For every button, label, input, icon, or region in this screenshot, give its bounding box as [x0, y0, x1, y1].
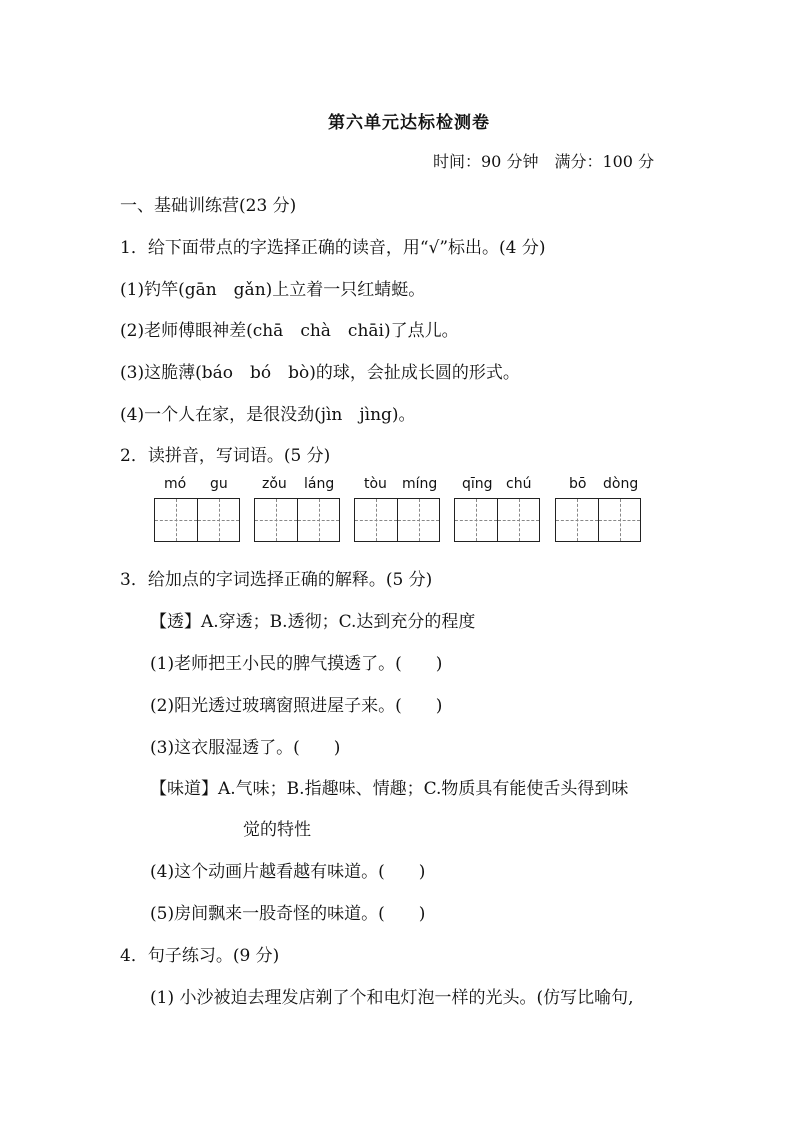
pinyin-label: qīng [462, 476, 493, 492]
question-3-item: (5)房间飘来一股奇怪的味道。( ) [150, 904, 426, 924]
question-3-title: 3．给加点的字词选择正确的解释。(5 分) [120, 570, 433, 590]
pinyin-label: gu [210, 476, 228, 492]
definition-weidao-cont: 觉的特性 [243, 820, 311, 840]
question-1-title: 1．给下面带点的字选择正确的读音，用“√”标出。(4 分) [120, 238, 546, 258]
pinyin-label: dòng [603, 476, 639, 492]
writing-grid[interactable] [555, 498, 641, 542]
definition-tou: 【透】A.穿透；B.透彻；C.达到充分的程度 [150, 612, 476, 632]
writing-grid[interactable] [454, 498, 540, 542]
pinyin-label: míng [402, 476, 438, 492]
section-heading: 一、基础训练营(23 分) [120, 196, 297, 216]
pinyin-label: bō [569, 476, 587, 492]
pinyin-label: chú [506, 476, 532, 492]
question-3-item: (3)这衣服湿透了。( ) [150, 738, 341, 758]
writing-grid[interactable] [354, 498, 440, 542]
pinyin-label: mó [164, 476, 187, 492]
question-1-item: (1)钓竿(gān gǎn)上立着一只红蜻蜓。 [120, 280, 426, 300]
pinyin-label: zǒu [262, 476, 287, 492]
question-3-item: (2)阳光透过玻璃窗照进屋子来。( ) [150, 696, 443, 716]
question-2-title: 2．读拼音，写词语。(5 分) [120, 446, 331, 466]
question-1-item: (3)这脆薄(báo bó bò)的球，会扯成长圆的形式。 [120, 363, 520, 383]
pinyin-label: tòu [364, 476, 387, 492]
question-1-item: (4)一个人在家，是很没劲(jìn jìng)。 [120, 405, 416, 425]
question-1-item: (2)老师傅眼神差(chā chà chāi)了点儿。 [120, 321, 459, 341]
writing-grid[interactable] [254, 498, 340, 542]
question-4-item: (1) 小沙被迫去理发店剃了个和电灯泡一样的光头。(仿写比喻句, [150, 988, 634, 1008]
page-title: 第六单元达标检测卷 [328, 113, 490, 133]
question-3-item: (4)这个动画片越看越有味道。( ) [150, 862, 426, 882]
writing-grid[interactable] [154, 498, 240, 542]
question-4-title: 4．句子练习。(9 分) [120, 946, 280, 966]
question-3-item: (1)老师把王小民的脾气摸透了。( ) [150, 654, 443, 674]
pinyin-label: láng [304, 476, 335, 492]
exam-time-score: 时间：90 分钟 满分：100 分 [433, 152, 655, 171]
definition-weidao: 【味道】A.气味；B.指趣味、情趣；C.物质具有能使舌头得到味 [150, 779, 629, 799]
